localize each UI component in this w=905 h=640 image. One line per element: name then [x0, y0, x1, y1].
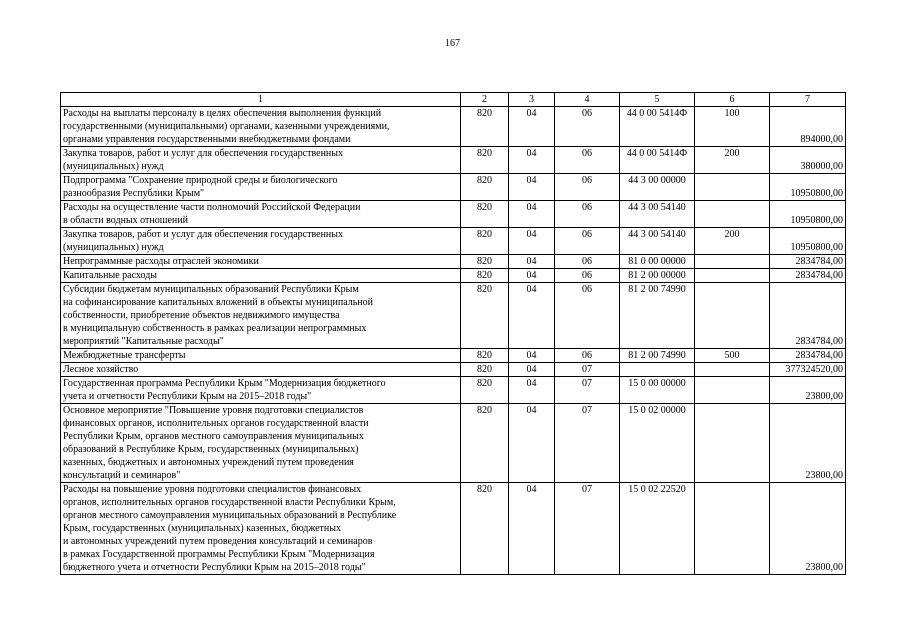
table-row — [61, 483, 846, 575]
code-expense-type — [695, 201, 770, 228]
code-ministry: 820 — [461, 269, 509, 283]
description-line: Подпрограмма "Сохранение природной среды и биологического — [63, 175, 338, 186]
row-description — [61, 363, 461, 377]
code-ministry: 820 — [461, 483, 509, 575]
code-section: 04 — [509, 147, 555, 174]
code-ministry: 820 — [461, 404, 509, 483]
code-subsection: 06 — [555, 283, 620, 349]
table-row — [61, 283, 846, 349]
code-subsection: 07 — [555, 483, 620, 575]
description-line: Непрограммные расходы отраслей экономики — [63, 256, 259, 267]
amount: 2834784,00 — [770, 255, 846, 269]
description-line: (муниципальных) нужд — [63, 242, 164, 253]
code-expense-type — [695, 269, 770, 283]
code-target-article: 44 0 00 5414Ф — [620, 107, 695, 147]
code-target-article: 81 0 00 00000 — [620, 255, 695, 269]
table-row — [61, 147, 846, 174]
description-line: Расходы на выплаты персоналу в целях обеспечения выполнения функций — [63, 108, 382, 119]
description-line: в рамках Государственной программы Республики Крым "Модернизация — [63, 549, 375, 560]
code-ministry: 820 — [461, 147, 509, 174]
description-line: (муниципальных) нужд — [63, 161, 164, 172]
description-line: мероприятий "Капитальные расходы" — [63, 336, 224, 347]
code-section: 04 — [509, 269, 555, 283]
code-target-article: 44 3 00 54140 — [620, 201, 695, 228]
code-section: 04 — [509, 283, 555, 349]
description-line: государственными (муниципальными) органами, казенными учреждениями, — [63, 121, 390, 132]
code-expense-type: 500 — [695, 349, 770, 363]
description-line: Республики Крым, органов местного самоуправления муниципальных — [63, 431, 364, 442]
code-subsection: 06 — [555, 174, 620, 201]
amount: 23800,00 — [770, 483, 846, 575]
description-line: Основное мероприятие "Повышение уровня подготовки специалистов — [63, 405, 364, 416]
code-section: 04 — [509, 377, 555, 404]
code-ministry: 820 — [461, 363, 509, 377]
table-row — [61, 255, 846, 269]
amount: 10950800,00 — [770, 228, 846, 255]
amount: 2834784,00 — [770, 349, 846, 363]
description-line: Закупка товаров, работ и услуг для обеспечения государственных — [63, 229, 344, 240]
row-description — [61, 377, 461, 404]
row-description — [61, 255, 461, 269]
code-target-article: 15 0 00 00000 — [620, 377, 695, 404]
description-line: Государственная программа Республики Крым "Модернизация бюджетного — [63, 378, 386, 389]
description-line: Межбюджетные трансферты — [63, 350, 186, 361]
description-line: казенных, бюджетных и автономных учреждений путем проведения — [63, 457, 354, 468]
description-line: разнообразия Республики Крым" — [63, 188, 205, 199]
code-ministry: 820 — [461, 377, 509, 404]
code-section: 04 — [509, 404, 555, 483]
code-subsection: 06 — [555, 107, 620, 147]
table-row — [61, 228, 846, 255]
description-line: органов, исполнительных органов государственной власти Республики Крым, — [63, 497, 396, 508]
row-description — [61, 404, 461, 483]
code-section: 04 — [509, 349, 555, 363]
description-line: на софинансирование капитальных вложений в объекты муниципальной — [63, 297, 373, 308]
row-description — [61, 147, 461, 174]
code-expense-type — [695, 283, 770, 349]
code-section: 04 — [509, 483, 555, 575]
code-ministry: 820 — [461, 283, 509, 349]
table-row — [61, 107, 846, 147]
code-target-article: 44 0 00 5414Ф — [620, 147, 695, 174]
code-section: 04 — [509, 228, 555, 255]
description-line: Крым, государственных (муниципальных) казенных, бюджетных — [63, 523, 341, 534]
amount: 2834784,00 — [770, 269, 846, 283]
code-subsection: 06 — [555, 349, 620, 363]
code-expense-type — [695, 404, 770, 483]
code-expense-type: 200 — [695, 147, 770, 174]
code-ministry: 820 — [461, 174, 509, 201]
code-target-article: 44 3 00 00000 — [620, 174, 695, 201]
code-target-article: 15 0 02 00000 — [620, 404, 695, 483]
table-row — [61, 404, 846, 483]
code-target-article: 81 2 00 74990 — [620, 349, 695, 363]
table-row — [61, 174, 846, 201]
description-line: Расходы на повышение уровня подготовки специалистов финансовых — [63, 484, 362, 495]
code-target-article — [620, 363, 695, 377]
description-line: и автономных учреждений путем проведения консультаций и семинаров — [63, 536, 373, 547]
code-expense-type — [695, 174, 770, 201]
code-section: 04 — [509, 201, 555, 228]
code-subsection: 06 — [555, 228, 620, 255]
row-description — [61, 483, 461, 575]
description-line: собственности, приобретение объектов недвижимого имущества — [63, 310, 340, 321]
table-row — [61, 377, 846, 404]
header-cell: 3 — [509, 93, 555, 107]
description-line: в муниципальную собственность в рамках реализации непрограммных — [63, 323, 367, 334]
code-subsection: 06 — [555, 147, 620, 174]
table-header-row — [61, 93, 846, 107]
code-target-article: 44 3 00 54140 — [620, 228, 695, 255]
description-line: консультаций и семинаров" — [63, 470, 181, 481]
description-line: органами управления государственными внебюджетными фондами — [63, 134, 351, 145]
amount: 23800,00 — [770, 377, 846, 404]
budget-table — [60, 92, 846, 575]
header-cell: 7 — [770, 93, 846, 107]
description-line: Расходы на осуществление части полномочий Российской Федерации — [63, 202, 361, 213]
row-description — [61, 269, 461, 283]
code-subsection: 07 — [555, 404, 620, 483]
amount: 23800,00 — [770, 404, 846, 483]
code-target-article: 15 0 02 22520 — [620, 483, 695, 575]
code-ministry: 820 — [461, 228, 509, 255]
description-line: учета и отчетности Республики Крым на 2015–2018 годы" — [63, 391, 312, 402]
row-description — [61, 349, 461, 363]
code-subsection: 07 — [555, 363, 620, 377]
code-ministry: 820 — [461, 255, 509, 269]
code-subsection: 06 — [555, 201, 620, 228]
description-line: Лесное хозяйство — [63, 364, 139, 375]
page-number: 167 — [445, 38, 460, 49]
code-target-article: 81 2 00 74990 — [620, 283, 695, 349]
code-ministry: 820 — [461, 107, 509, 147]
amount: 10950800,00 — [770, 174, 846, 201]
table-row — [61, 349, 846, 363]
code-expense-type — [695, 483, 770, 575]
description-line: Закупка товаров, работ и услуг для обеспечения государственных — [63, 148, 344, 159]
code-subsection: 06 — [555, 255, 620, 269]
description-line: Субсидии бюджетам муниципальных образований Республики Крым — [63, 284, 359, 295]
code-expense-type — [695, 377, 770, 404]
header-cell: 5 — [620, 93, 695, 107]
description-line: финансовых органов, исполнительных органов государственной власти — [63, 418, 369, 429]
row-description — [61, 201, 461, 228]
code-section: 04 — [509, 107, 555, 147]
code-expense-type — [695, 363, 770, 377]
header-cell: 1 — [61, 93, 461, 107]
code-ministry: 820 — [461, 349, 509, 363]
code-section: 04 — [509, 363, 555, 377]
amount: 10950800,00 — [770, 201, 846, 228]
description-line: Капитальные расходы — [63, 270, 158, 281]
code-expense-type: 100 — [695, 107, 770, 147]
table-row — [61, 201, 846, 228]
description-line: бюджетного учета и отчетности Республики Крым на 2015–2018 годы" — [63, 562, 366, 573]
amount: 2834784,00 — [770, 283, 846, 349]
amount: 380000,00 — [770, 147, 846, 174]
code-section: 04 — [509, 174, 555, 201]
description-line: в области водных отношений — [63, 215, 188, 226]
code-expense-type: 200 — [695, 228, 770, 255]
header-cell: 6 — [695, 93, 770, 107]
row-description — [61, 283, 461, 349]
description-line: образований в Республике Крым, государственных (муниципальных) — [63, 444, 359, 455]
code-subsection: 06 — [555, 269, 620, 283]
row-description — [61, 228, 461, 255]
row-description — [61, 107, 461, 147]
code-ministry: 820 — [461, 201, 509, 228]
header-cell: 2 — [461, 93, 509, 107]
amount: 377324520,00 — [770, 363, 846, 377]
amount: 894000,00 — [770, 107, 846, 147]
code-subsection: 07 — [555, 377, 620, 404]
header-cell: 4 — [555, 93, 620, 107]
code-target-article: 81 2 00 00000 — [620, 269, 695, 283]
description-line: органов местного самоуправления муниципальных образований в Республике — [63, 510, 397, 521]
row-description — [61, 174, 461, 201]
code-section: 04 — [509, 255, 555, 269]
table-row — [61, 363, 846, 377]
code-expense-type — [695, 255, 770, 269]
table-row — [61, 269, 846, 283]
